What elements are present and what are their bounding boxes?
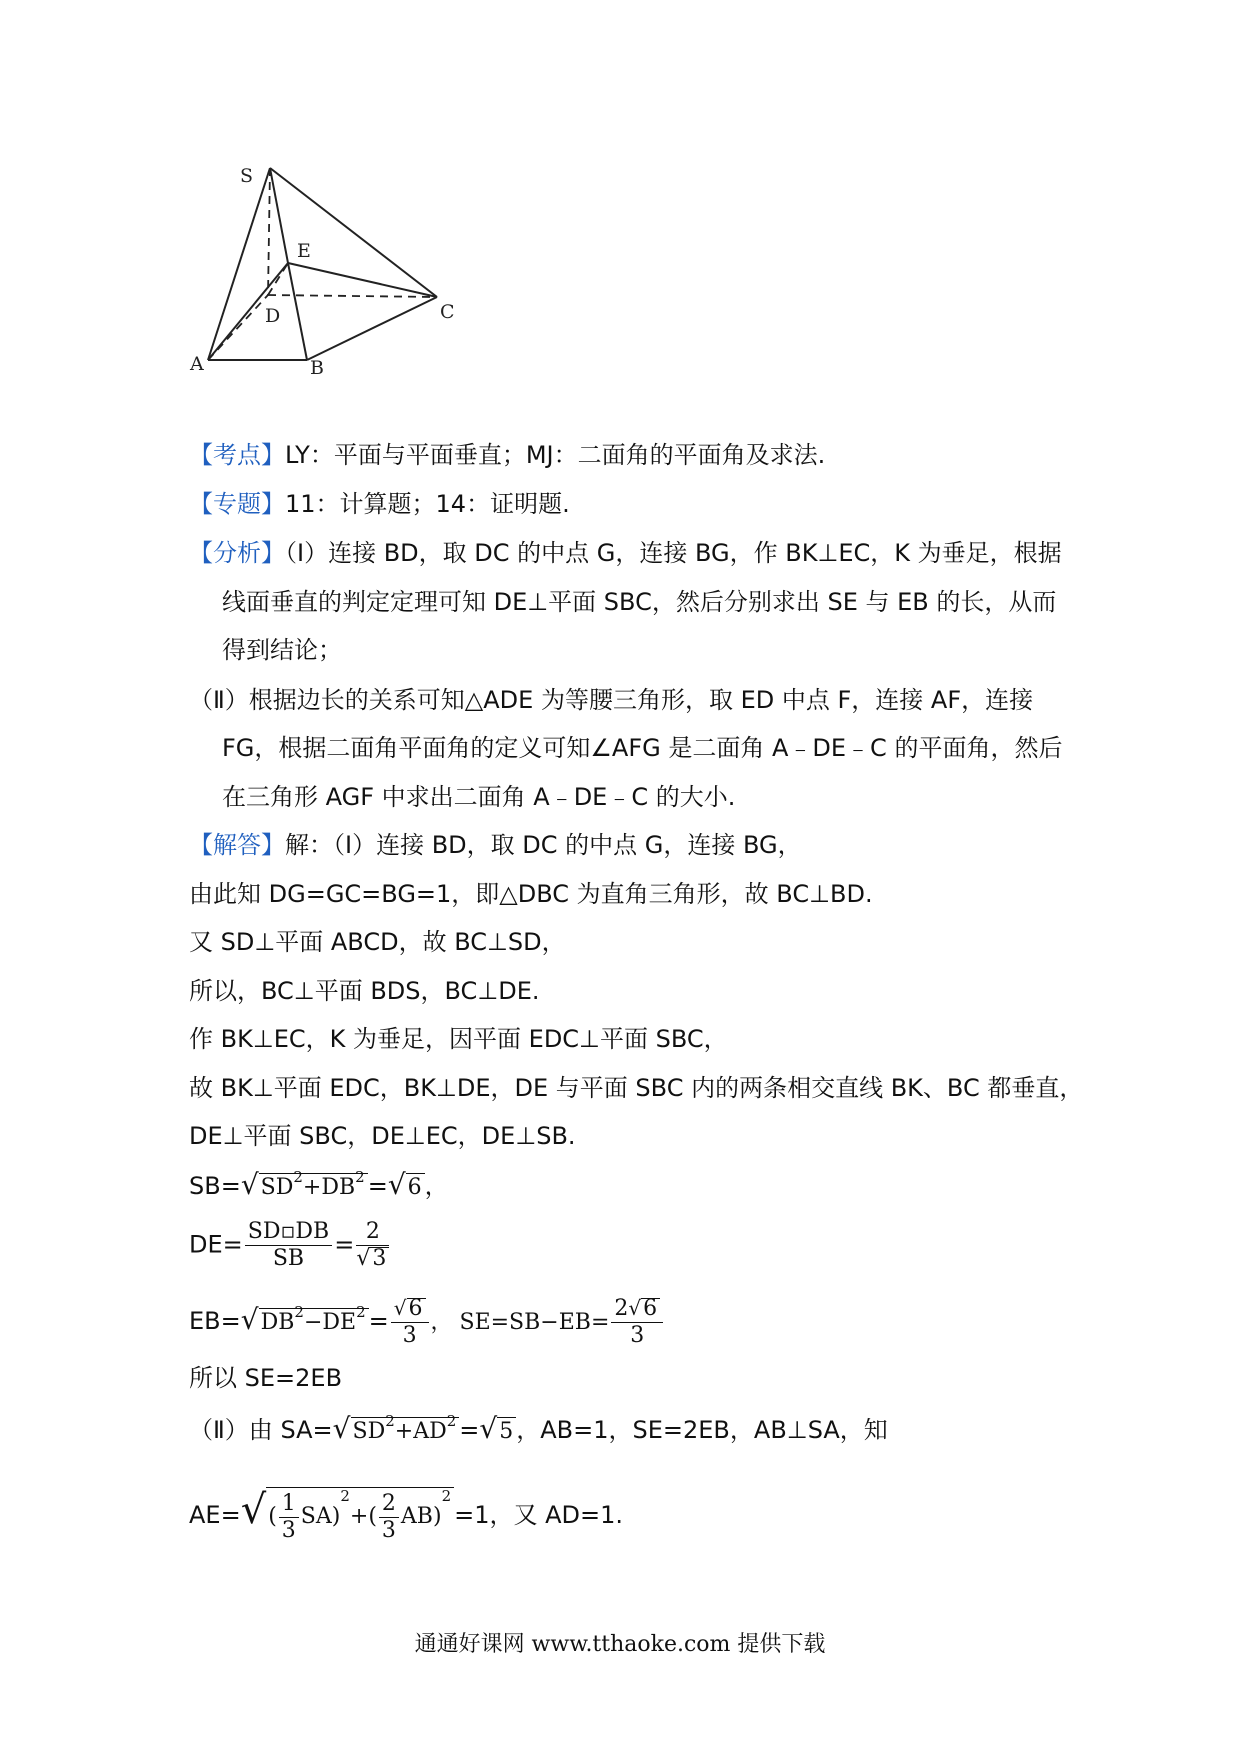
zhuanti-line [189, 489, 570, 519]
jieda-line-7: DE⊥平面 SBC，DE⊥EC，DE⊥SB. [189, 1122, 576, 1150]
sqrt-sign: √ [387, 1168, 406, 1201]
de-frac-1 [245, 1219, 332, 1272]
sb-radicand [259, 1168, 368, 1202]
de-num: SD▫DB [245, 1219, 332, 1246]
sa-eq: = [459, 1416, 480, 1444]
de-den-2: √3 [356, 1246, 389, 1272]
sa-exp-1: 2 [385, 1412, 395, 1430]
ae-frac-2-num: 2 [379, 1491, 399, 1518]
ae-frac-2 [379, 1491, 399, 1544]
ae-plus: +( [349, 1504, 377, 1529]
fenxi-line-6: 在三角形 AGF 中求出二面角 A﹣DE﹣C 的大小. [222, 783, 736, 811]
ae-term-2: AB) [400, 1504, 442, 1529]
eb-frac [391, 1295, 429, 1349]
formula-sb [189, 1170, 449, 1202]
sb-eq: = [367, 1172, 388, 1200]
jieda-tag: 【解答】 [189, 831, 285, 859]
sqrt-sign: √ [240, 1487, 267, 1533]
kaodian-text: LY：平面与平面垂直；MJ：二面角的平面角及求法. [285, 441, 826, 469]
ae-frac-2-den: 3 [381, 1517, 396, 1543]
ae-radicand [266, 1487, 454, 1546]
se-den: 3 [630, 1323, 645, 1348]
zhuanti-text: 11：计算题；14：证明题. [285, 490, 570, 518]
fenxi-line-4: （Ⅱ）根据边长的关系可知△ADE 为等腰三角形，取 ED 中点 F，连接 AF，连接 [189, 686, 1034, 714]
kaodian-line [189, 440, 825, 470]
de-eq: = [334, 1230, 355, 1259]
conclusion-line: 所以 SE=2EB [189, 1364, 343, 1392]
jieda-line-1 [189, 830, 802, 860]
kaodian-tag: 【考点】 [189, 441, 285, 469]
ae-frac-1 [279, 1491, 299, 1544]
eb-radicand [259, 1303, 369, 1337]
eb-term-1: DB [260, 1310, 295, 1335]
sb-exp-1: 2 [293, 1168, 303, 1186]
formula-eb [189, 1295, 665, 1349]
ae-label: AE= [189, 1501, 241, 1529]
sqrt-sign: √ [240, 1303, 259, 1336]
sa-exp-2: 2 [446, 1412, 457, 1430]
formula-ae [189, 1487, 623, 1546]
sb-label: SB= [189, 1172, 241, 1200]
label-b: B [310, 357, 324, 379]
de-frac-2 [356, 1219, 389, 1272]
ae-lparen-1: ( [268, 1504, 277, 1529]
ae-post: =1，又 AD=1. [454, 1501, 624, 1529]
de-den-2-value: 3 [370, 1247, 389, 1270]
ae-exp-2: 2 [441, 1487, 452, 1505]
sqrt-sign: √ [240, 1168, 259, 1201]
se-num-value: 6 [641, 1298, 660, 1319]
sb-term-2: +DB [302, 1175, 356, 1200]
sqrt-sign: √ [479, 1412, 498, 1445]
sqrt-sign: √ [332, 1412, 351, 1445]
p2-post: ，AB=1，SE=2EB，AB⊥SA，知 [516, 1416, 888, 1444]
eb-num: √6 [391, 1295, 429, 1323]
eb-exp-1: 2 [294, 1303, 304, 1321]
sa-result: 5 [497, 1417, 516, 1446]
jieda-line-4: 所以，BC⊥平面 BDS，BC⊥DE. [189, 977, 540, 1005]
fenxi-line-1 [189, 538, 1062, 568]
formula-de [189, 1219, 391, 1272]
eb-exp-2: 2 [356, 1303, 366, 1321]
page-footer: 通通好课网 www.tthaoke.com 提供下载 [414, 1632, 826, 1657]
ae-frac-1-num: 1 [279, 1491, 299, 1518]
label-e: E [297, 240, 311, 262]
jieda-line-2: 由此知 DG=GC=BG=1，即△DBC 为直角三角形，故 BC⊥BD. [189, 880, 873, 908]
eb-label: EB= [189, 1307, 241, 1335]
de-den: SB [272, 1246, 305, 1271]
label-c: C [440, 301, 455, 323]
formula-sa [189, 1414, 888, 1446]
pyramid-figure [0, 0, 1240, 400]
se-num: 2√6 [611, 1295, 663, 1323]
jieda-text-1: 解：（Ⅰ）连接 BD，取 DC 的中点 G，连接 BG， [285, 831, 802, 859]
label-d: D [265, 305, 281, 327]
ae-frac-1-den: 3 [281, 1517, 296, 1543]
sa-term-2: +AD [394, 1419, 447, 1444]
jieda-line-3: 又 SD⊥平面 ABCD，故 BC⊥SD， [189, 928, 566, 956]
ae-exp-1: 2 [340, 1487, 350, 1505]
p2-prefix: （Ⅱ）由 SA= [189, 1416, 333, 1444]
eb-num-value: 6 [407, 1298, 426, 1319]
eb-term-2: −DE [303, 1310, 357, 1335]
sb-result: 6 [406, 1173, 425, 1202]
eb-eq: = [368, 1307, 389, 1335]
sb-end: ， [424, 1172, 449, 1200]
sb-exp-2: 2 [355, 1168, 365, 1186]
se-label: ， SE=SB−EB= [430, 1310, 610, 1335]
jieda-line-5: 作 BK⊥EC，K 为垂足，因平面 EDC⊥平面 SBC， [189, 1025, 728, 1053]
fenxi-tag: 【分析】 [189, 539, 285, 567]
label-s: S [240, 165, 254, 187]
eb-den: 3 [402, 1323, 417, 1348]
sb-term-1: SD [260, 1175, 294, 1200]
fenxi-line-2: 线面垂直的判定定理可知 DE⊥平面 SBC，然后分别求出 SE 与 EB 的长，从而 [222, 588, 1057, 616]
label-a: A [190, 353, 204, 375]
ae-term-1: SA) [300, 1504, 341, 1529]
zhuanti-tag: 【专题】 [189, 490, 285, 518]
sa-radicand [351, 1412, 460, 1446]
de-label: DE= [189, 1230, 243, 1259]
fenxi-line-3: 得到结论； [222, 636, 342, 664]
fenxi-line-5: FG，根据二面角平面角的定义可知∠AFG 是二面角 A﹣DE﹣C 的平面角，然后 [222, 734, 1063, 762]
se-num-coef: 2 [614, 1296, 629, 1321]
sa-term-1: SD [352, 1419, 386, 1444]
fenxi-text-1: （Ⅰ）连接 BD，取 DC 的中点 G，连接 BG，作 BK⊥EC，K 为垂足，根据 [285, 539, 1062, 567]
jieda-line-6: 故 BK⊥平面 EDC，BK⊥DE，DE 与平面 SBC 内的两条相交直线 BK、BC 都垂直， [189, 1074, 1084, 1102]
de-num-2: 2 [356, 1219, 389, 1246]
se-frac [611, 1295, 663, 1349]
